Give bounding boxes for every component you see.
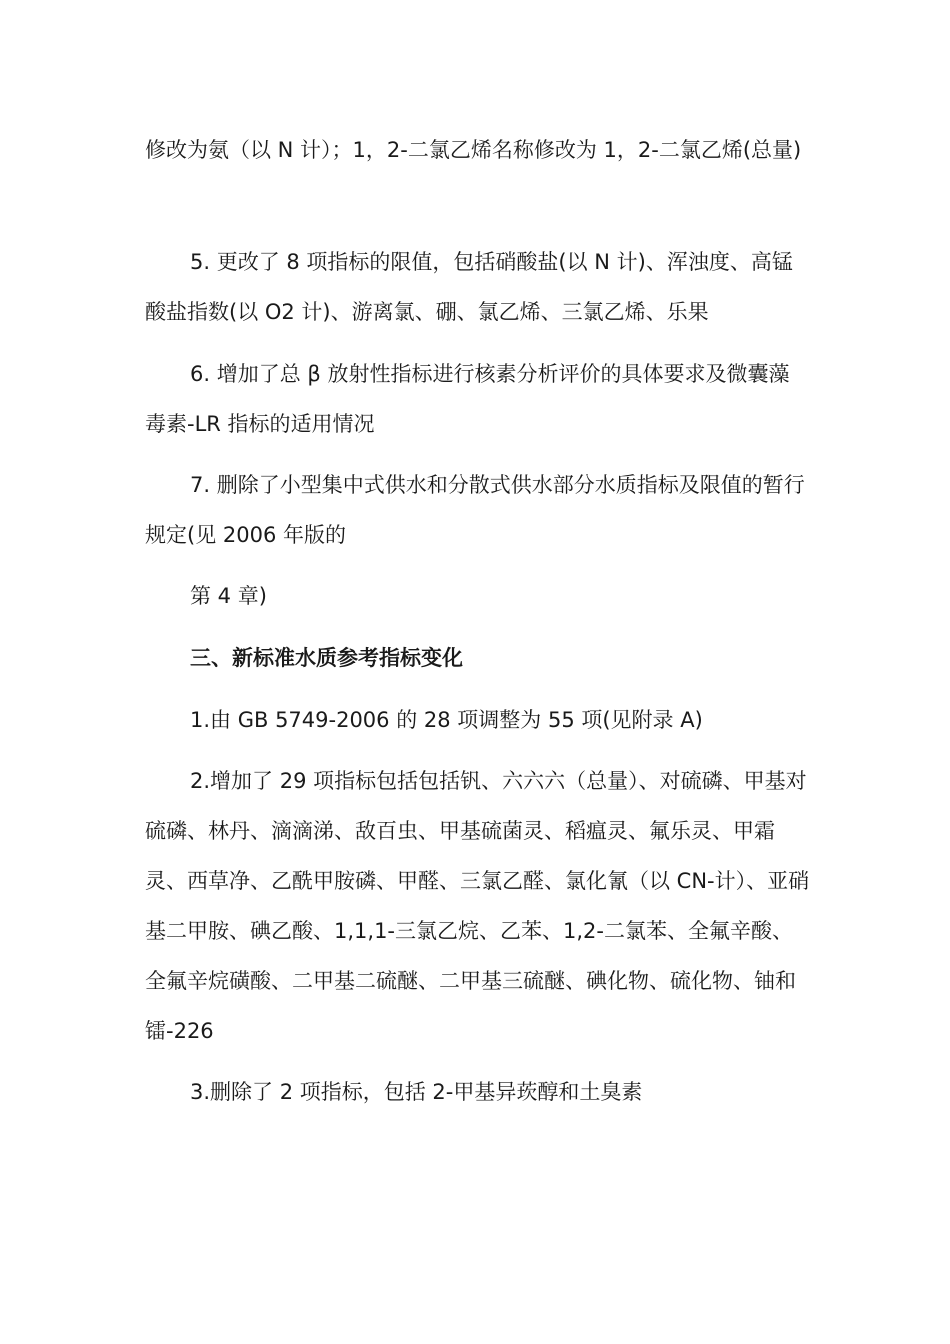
paragraph-item-7: 7. 删除了小型集中式供水和分散式供水部分水质指标及限值的暂行规定(见 2006 年版的 — [145, 473, 805, 547]
paragraph-item-6: 6. 增加了总 β 放射性指标进行核素分析评价的具体要求及微囊藻毒素-LR 指标的适用情况 — [145, 362, 790, 436]
paragraph-item-7-continuation: 第 4 章) — [190, 584, 267, 608]
paragraph-continuation: 修改为氨（以 N 计）；1，2-二氯乙烯名称修改为 1，2-二氯乙烯(总量) — [145, 138, 802, 162]
section-heading: 三、新标准水质参考指标变化 — [190, 646, 463, 670]
paragraph-ref-3: 3.删除了 2 项指标，包括 2-甲基异莰醇和土臭素 — [190, 1080, 643, 1104]
paragraph-ref-2: 2.增加了 29 项指标包括包括钒、六六六（总量）、对硫磷、甲基对硫磷、林丹、滴滴涕、敌百虫、甲基硫菌灵、稻瘟灵、氟乐灵、甲霜灵、西草净、乙酰甲胺磷、甲醛、三氯乙醛、氯化氰（以 CN-计）、亚硝基二甲胺、碘乙酸、1,1,1-三氯乙烷、乙苯、1,2-二氯苯、全氟辛酸、全氟辛烷磺酸、二甲基二硫醚、二甲基三硫醚、碘化物、硫化物、铀和镭-226 — [145, 769, 810, 1043]
paragraph-item-5: 5. 更改了 8 项指标的限值，包括硝酸盐(以 N 计)、浑浊度、高锰酸盐指数(以 O2 计)、游离氯、硼、氯乙烯、三氯乙烯、乐果 — [145, 250, 793, 324]
paragraph-ref-1: 1.由 GB 5749-2006 的 28 项调整为 55 项(见附录 A) — [190, 708, 703, 732]
